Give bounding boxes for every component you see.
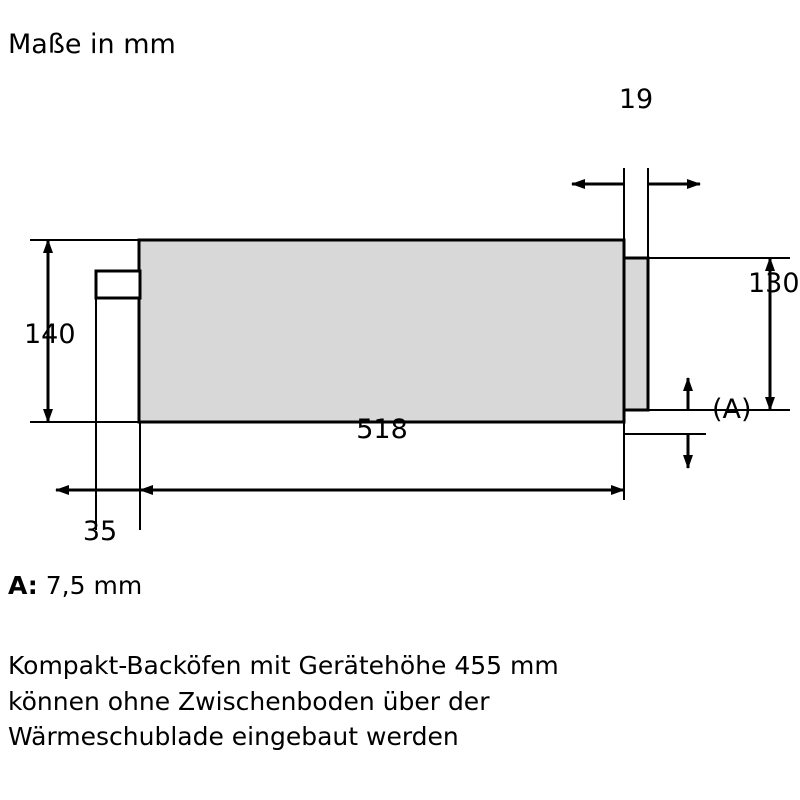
dim-label-35: 35 [82, 516, 118, 547]
page-title: Maße in mm [8, 29, 176, 60]
dimension-drawing [0, 60, 800, 580]
legend-a-key: A: [8, 571, 38, 600]
note-line-2: können ohne Zwischenboden über der [8, 686, 490, 716]
dim-label-518: 518 [356, 414, 408, 445]
dim-label-140: 140 [24, 319, 76, 350]
dim-label-a: (A) [712, 394, 752, 425]
note-line-1: Kompakt-Backöfen mit Gerätehöhe 455 mm [8, 651, 559, 680]
legend-a-value: 7,5 mm [45, 571, 143, 600]
appliance-body [139, 240, 624, 422]
dim-label-19: 19 [618, 84, 654, 115]
rear-connector-tab [96, 271, 140, 298]
note-paragraph [8, 648, 559, 755]
front-panel [624, 258, 648, 410]
dim-label-130: 130 [748, 268, 800, 299]
note-line-3: Wärmeschublade eingebaut werden [8, 722, 459, 751]
legend-a [8, 570, 142, 601]
